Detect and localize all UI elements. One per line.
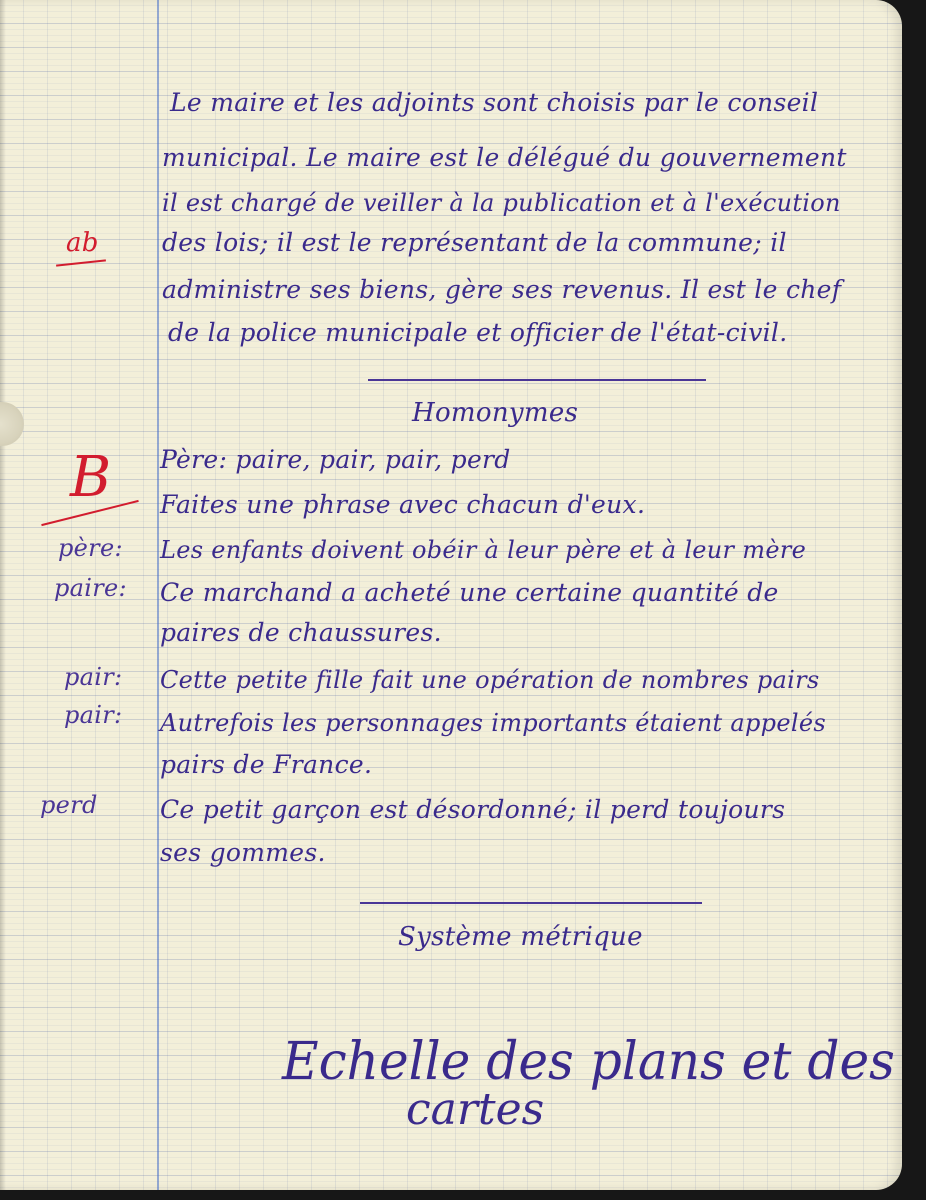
margin-note-ab: ab (66, 228, 99, 258)
paragraph-line-1: Le maire et les adjoints sont choisis par le conseil (170, 88, 819, 117)
margin-note-pair-1: pair: (64, 663, 123, 691)
margin-note-pair-2: pair: (64, 701, 123, 729)
homonymes-instruction: Faites une phrase avec chacun d'eux. (160, 490, 646, 519)
sentence-paire-line-2: paires de chaussures. (160, 618, 442, 647)
sentence-pair-2-line-1: Autrefois les personnages importants étaient appelés (160, 709, 826, 737)
sentence-pere: Les enfants doivent obéir à leur père et à leur mère (160, 536, 807, 564)
sentence-perd-line-1: Ce petit garçon est désordonné; il perd toujours (160, 795, 786, 824)
paragraph-line-3: il est chargé de veiller à la publication et à l'exécution (162, 189, 841, 217)
paragraph-line-6: de la police municipale et officier de l'état-civil. (168, 318, 788, 347)
sentence-pair-2-line-2: pairs de France. (160, 750, 373, 779)
paragraph-line-5: administre ses biens, gère ses revenus. Il est le chef (162, 275, 842, 304)
homonymes-words-line: Père: paire, pair, pair, perd (160, 445, 511, 474)
margin-note-ab-underline (56, 259, 106, 266)
section-rule-homonymes (368, 379, 706, 381)
page-left-edge (0, 0, 6, 1190)
margin-note-paire: paire: (54, 574, 127, 602)
sentence-pair-1: Cette petite fille fait une opération de nombres pairs (160, 666, 820, 694)
sentence-perd-line-2: ses gommes. (160, 838, 326, 867)
heading-systeme-metrique: Système métrique (398, 922, 643, 952)
margin-note-perd: perd (40, 791, 98, 819)
margin-note-pere: père: (58, 534, 123, 562)
sentence-paire-line-1: Ce marchand a acheté une certaine quantité de (160, 578, 779, 607)
section-rule-metric (360, 902, 702, 904)
paragraph-line-2: municipal. Le maire est le délégué du gouvernement (162, 143, 847, 172)
title-echelle-line-2: cartes (406, 1084, 545, 1135)
margin-grade-b: B (70, 445, 112, 510)
heading-homonymes: Homonymes (412, 398, 579, 428)
paragraph-line-4: des lois; il est le représentant de la commune; il (162, 228, 787, 257)
binding-hole (0, 402, 24, 446)
margin-line (157, 0, 159, 1190)
title-echelle-line-1: Echelle des plans et des (282, 1032, 895, 1092)
